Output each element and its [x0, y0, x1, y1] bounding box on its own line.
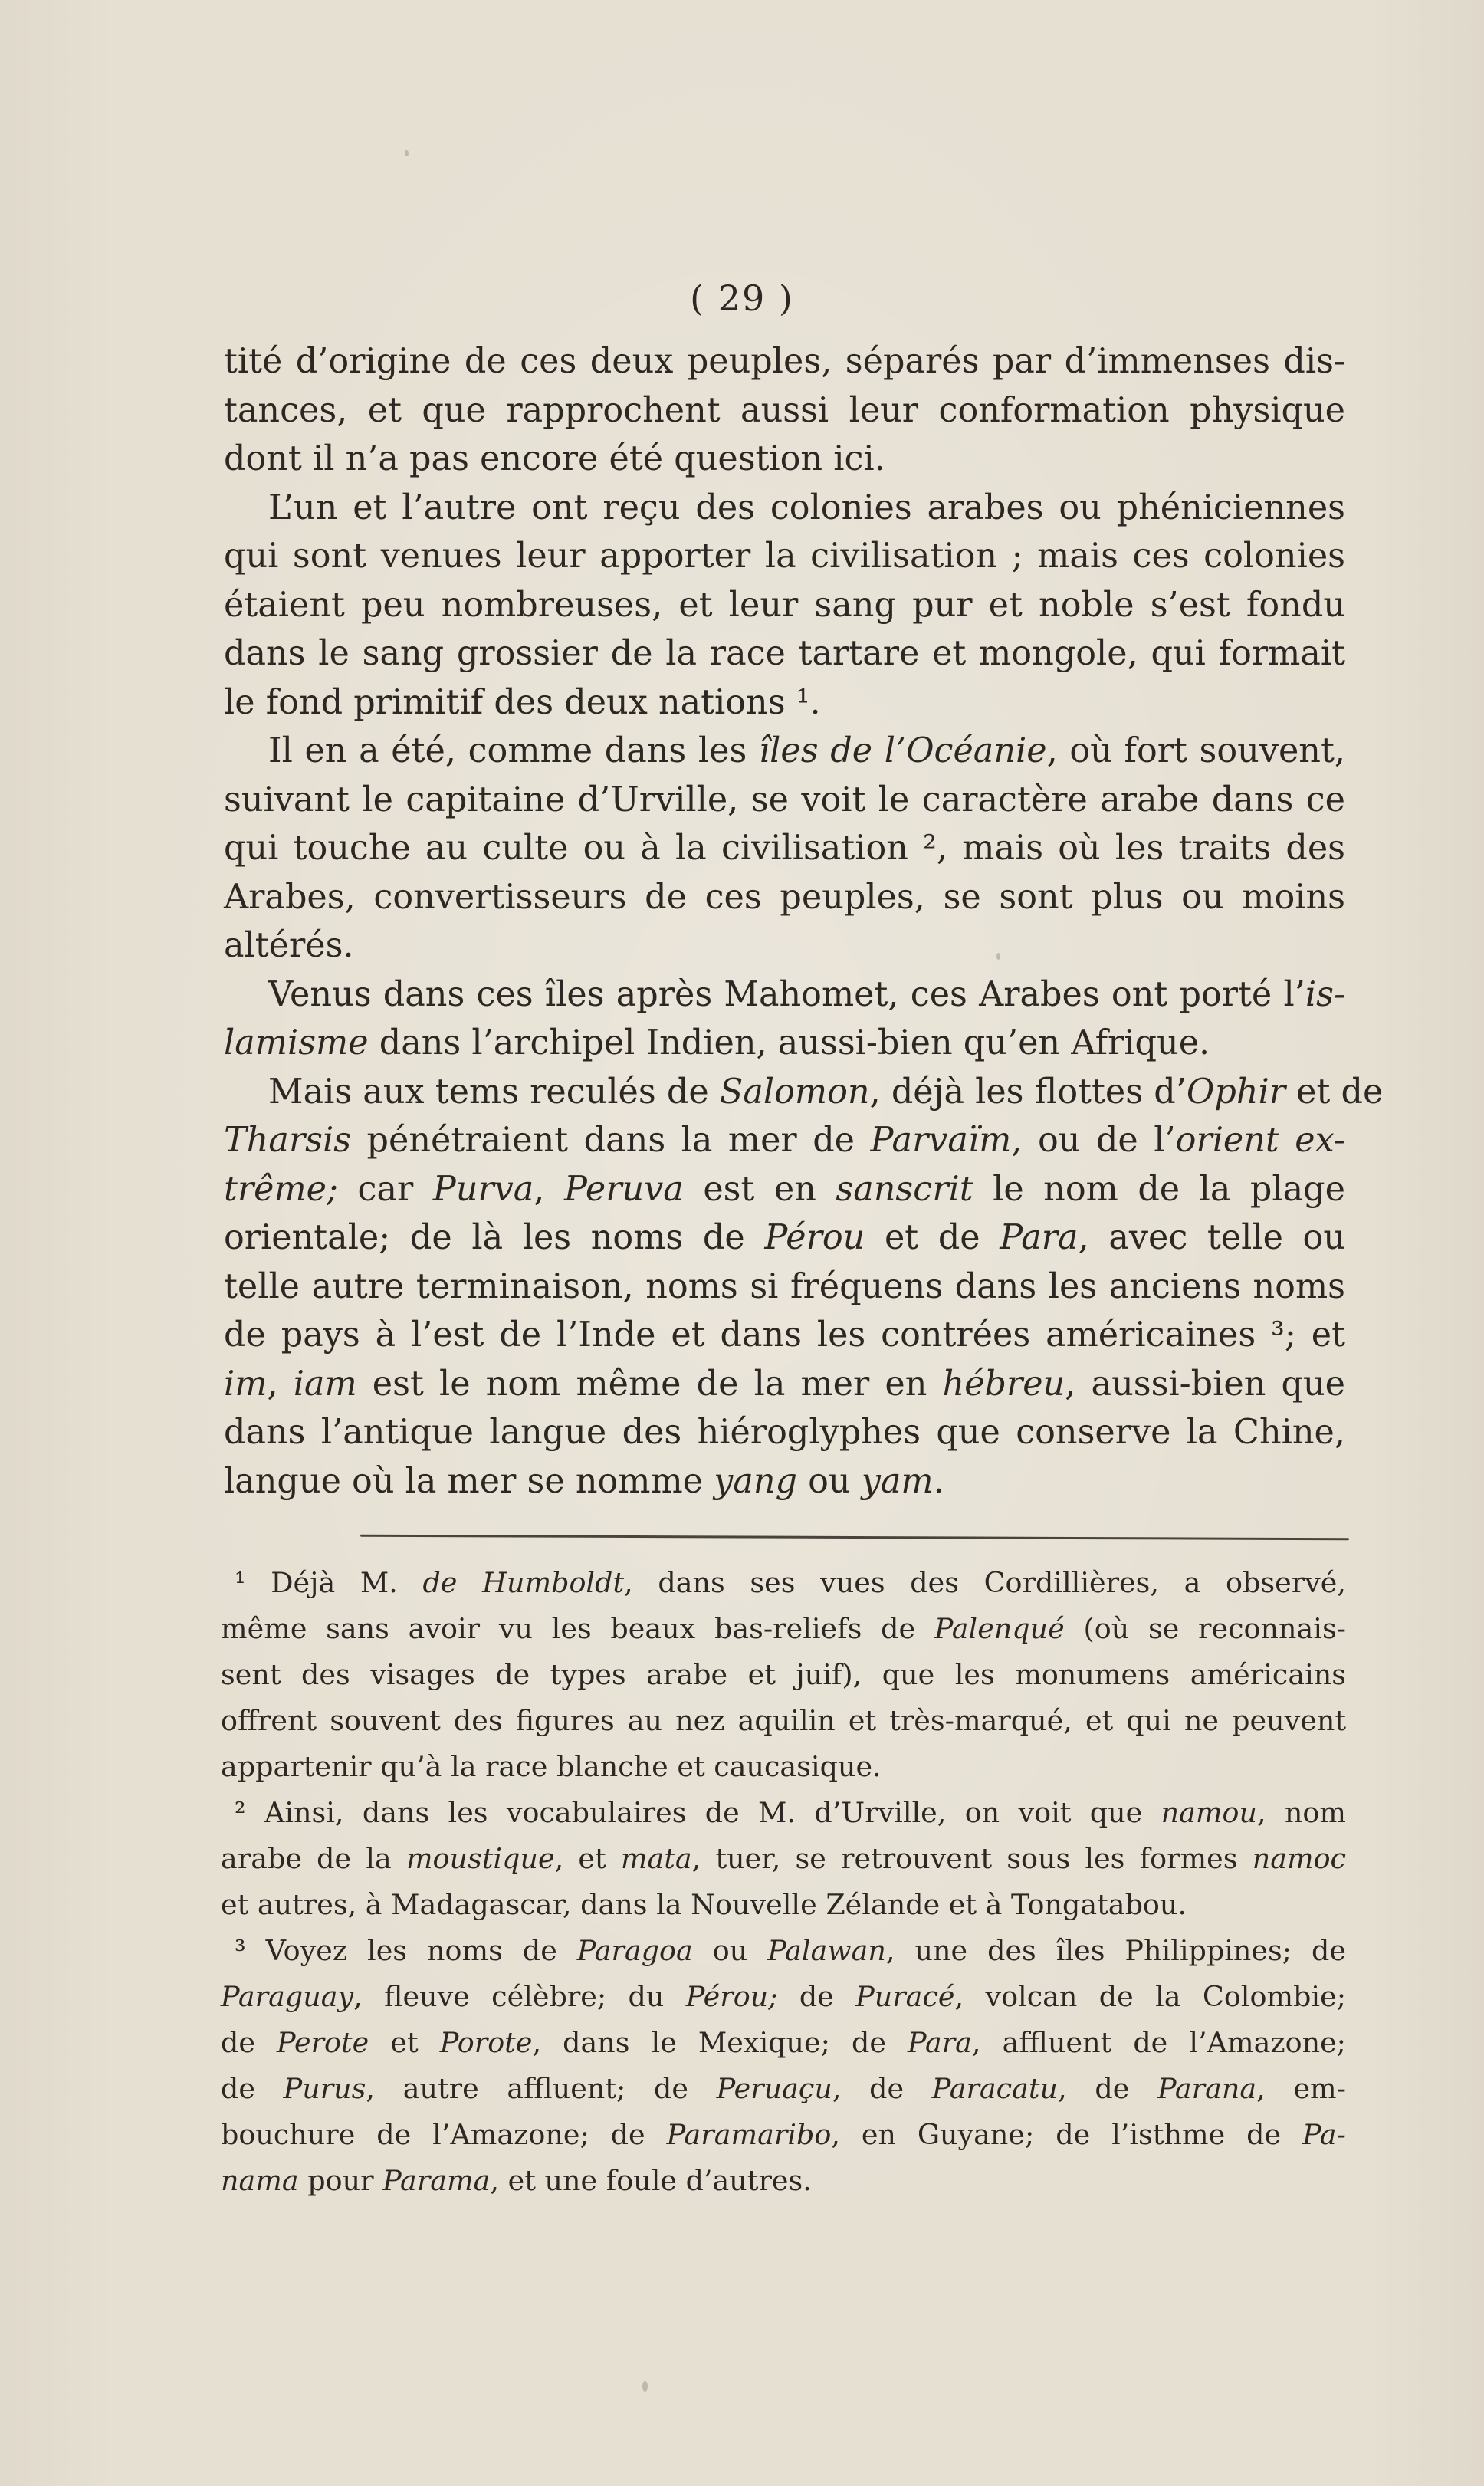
footnote-line: appartenir qu’à la race blanche et caucasique.	[221, 1750, 882, 1783]
paper-speck	[405, 150, 409, 156]
footnote-separator-rule	[360, 1535, 1349, 1541]
footnote-line: offrent souvent des figures au nez aquilin et très-marqué, et qui ne peuvent	[221, 1704, 1346, 1737]
body-line: de pays à l’est de l’Inde et dans les contrées américaines ³; et	[224, 1315, 1345, 1355]
body-line: im, iam est le nom même de la mer en hébreu, aussi-bien que	[224, 1364, 1346, 1404]
footnote-line: sent des visages de types arabe et juif), que les monumens américains	[221, 1658, 1346, 1691]
body-line: Il en a été, comme dans les îles de l’Océanie, où fort souvent,	[268, 731, 1345, 770]
footnote-line: ¹ Déjà M. de Humboldt, dans ses vues des Cordillières, a observé,	[235, 1566, 1346, 1599]
body-line: L’un et l’autre ont reçu des colonies arabes ou phéniciennes	[268, 488, 1345, 527]
body-line: qui sont venues leur apporter la civilisation ; mais ces colonies	[224, 537, 1345, 576]
body-line: lamisme dans l’archipel Indien, aussi-bien qu’en Afrique.	[224, 1023, 1210, 1062]
paper-speck	[996, 953, 1000, 960]
footnote-line: Paraguay, fleuve célèbre; du Pérou; de Puracé, volcan de la Colombie;	[221, 1980, 1346, 2013]
body-line: orientale; de là les noms de Pérou et de Para, avec telle ou	[224, 1218, 1345, 1257]
main-text	[224, 337, 1384, 1506]
footnotes	[221, 1560, 1346, 2204]
body-line: Arabes, convertisseurs de ces peuples, se sont plus ou moins	[224, 877, 1345, 917]
body-line: telle autre terminaison, noms si fréquens dans les anciens noms	[224, 1266, 1345, 1306]
body-line: le fond primitif des deux nations ¹.	[224, 682, 821, 722]
footnote-line: de Purus, autre affluent; de Peruaçu, de Paracatu, de Parana, em-	[221, 2072, 1346, 2105]
footnote-line: de Perote et Porote, dans le Mexique; de Para, affluent de l’Amazone;	[221, 2026, 1346, 2059]
footnote-line: nama pour Parama, et une foule d’autres.	[221, 2164, 812, 2197]
body-line: Venus dans ces îles après Mahomet, ces Arabes ont porté l’is-	[268, 974, 1345, 1014]
body-line: qui touche au culte ou à la civilisation ², mais où les traits des	[224, 829, 1345, 868]
body-line: suivant le capitaine d’Urville, se voit le caractère arabe dans ce	[224, 780, 1345, 819]
footnote-line: ² Ainsi, dans les vocabulaires de M. d’Urville, on voit que namou, nom	[235, 1796, 1346, 1829]
body-line: Tharsis pénétraient dans la mer de Parvaïm, ou de l’orient ex-	[224, 1121, 1345, 1160]
footnote-line: arabe de la moustique, et mata, tuer, se retrouvent sous les formes namoc	[221, 1842, 1346, 1875]
footnote-line: et autres, à Madagascar, dans la Nouvelle Zélande et à Tongatabou.	[221, 1888, 1187, 1921]
body-line: tité d’origine de ces deux peuples, séparés par d’immenses dis-	[224, 342, 1345, 381]
body-line: dont il n’a pas encore été question ici.	[224, 439, 885, 478]
body-line: altérés.	[224, 926, 354, 965]
footnote-line: ³ Voyez les noms de Paragoa ou Palawan, une des îles Philippines; de	[235, 1934, 1347, 1967]
footnote-line: bouchure de l’Amazone; de Paramaribo, en Guyane; de l’isthme de Pa-	[221, 2118, 1346, 2151]
body-line: trême; car Purva, Peruva est en sanscrit le nom de la plage	[224, 1169, 1345, 1209]
body-line: langue où la mer se nomme yang ou yam.	[224, 1461, 944, 1501]
body-line: dans l’antique langue des hiéroglyphes que conserve la Chine,	[224, 1413, 1345, 1452]
footnote-line: même sans avoir vu les beaux bas-reliefs de Palenqué (où se reconnais-	[221, 1612, 1347, 1645]
body-line: tances, et que rapprochent aussi leur conformation physique	[224, 390, 1345, 430]
paper-speck	[642, 2381, 648, 2392]
page-number: ( 29 )	[690, 277, 794, 319]
body-line: dans le sang grossier de la race tartare et mongole, qui formait	[224, 634, 1345, 673]
body-line: étaient peu nombreuses, et leur sang pur et noble s’est fondu	[224, 585, 1345, 625]
body-line: Mais aux tems reculés de Salomon, déjà les flottes d’Ophir et de	[268, 1072, 1384, 1112]
